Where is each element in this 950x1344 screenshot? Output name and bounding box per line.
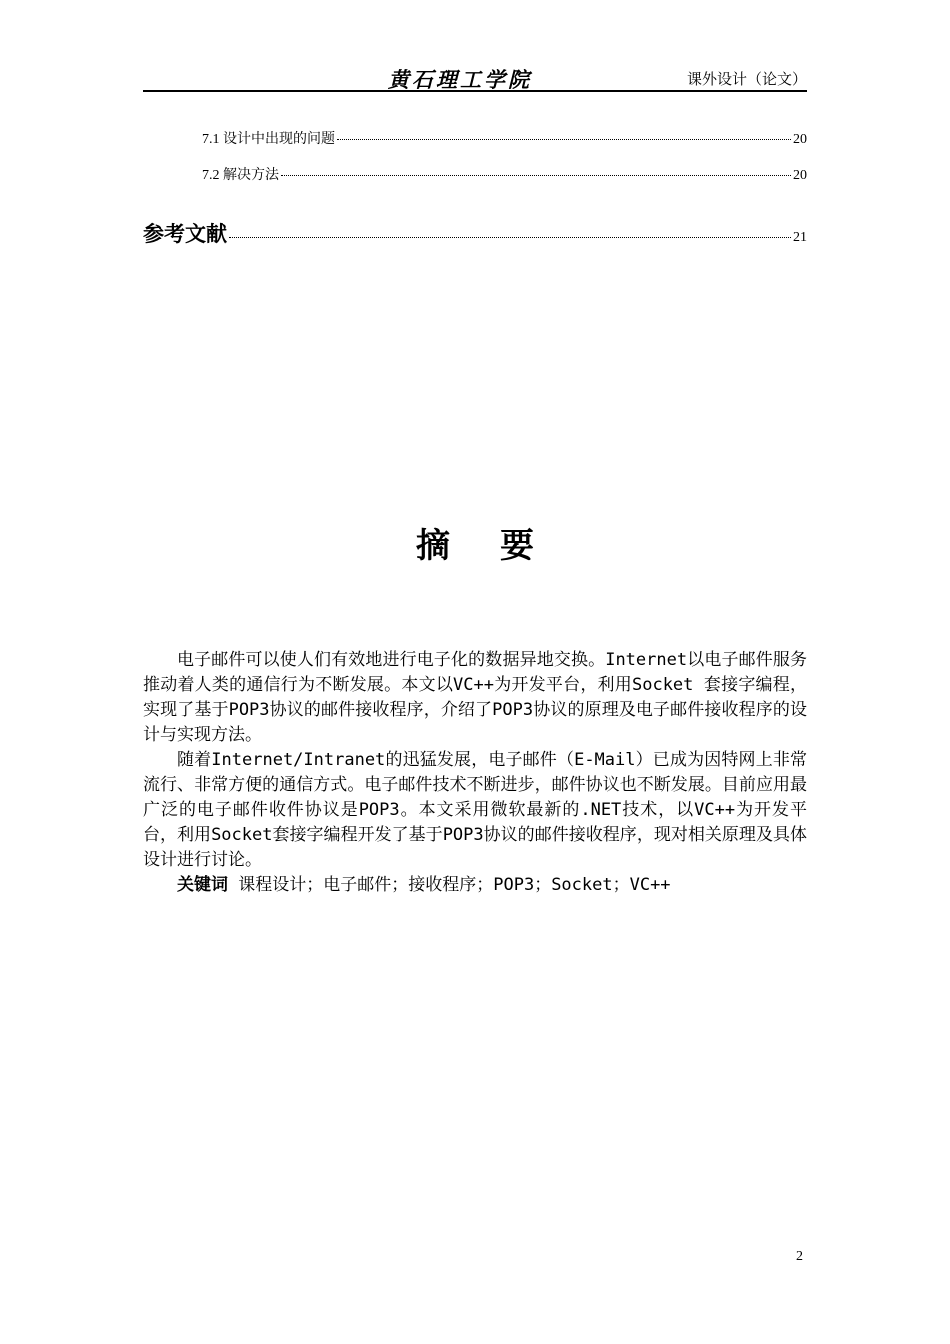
keywords-list: 课程设计；电子邮件；接收程序；POP3；Socket；VC++: [238, 875, 671, 895]
keywords-label: 关键词: [177, 875, 228, 895]
toc-entry-label: 7.1 设计中出现的问题: [202, 132, 335, 147]
header-doc-type: 课外设计（论文）: [686, 70, 807, 88]
toc-entry-page: 20: [793, 168, 807, 183]
institution-logo: 黄石理工学院: [388, 67, 532, 92]
toc-entry-page: 20: [793, 132, 807, 147]
keywords-line: [143, 873, 807, 898]
toc-entry-label: 7.2 解决方法: [202, 168, 279, 183]
toc-leader: [337, 139, 791, 140]
abstract-title: 摘要: [416, 526, 584, 566]
abstract-paragraph: 电子邮件可以使人们有效地进行电子化的数据异地交换。Internet以电子邮件服务推动着人类的通信行为不断发展。本文以VC++为开发平台，利用Socket 套接字编程，实现了基于POP3协议的邮件接收程序，介绍了POP3协议的原理及电子邮件接收程序的设计与实现方法。: [143, 650, 807, 745]
toc-leader: [229, 237, 791, 238]
toc-entry-references[interactable]: [143, 218, 807, 248]
toc-entry[interactable]: [202, 164, 807, 184]
page-header: [143, 62, 807, 92]
page-number: 2: [796, 1249, 803, 1264]
abstract-paragraph: 随着Internet/Intranet的迅猛发展，电子邮件（E-Mail）已成为因特网上非常流行、非常方便的通信方式。电子邮件技术不断进步，邮件协议也不断发展。目前应用最广泛的电子邮件收件协议是POP3。本文采用微软最新的.NET技术，以VC++为开发平台，利用Socket套接字编程开发了基于POP3协议的邮件接收程序，现对相关原理及具体设计进行讨论。: [143, 750, 807, 870]
abstract-body: [143, 648, 807, 898]
toc-entry-page: 21: [793, 230, 807, 245]
toc-entry-label: 参考文献: [143, 222, 227, 246]
toc-entry[interactable]: [202, 128, 807, 148]
toc-leader: [281, 175, 791, 176]
